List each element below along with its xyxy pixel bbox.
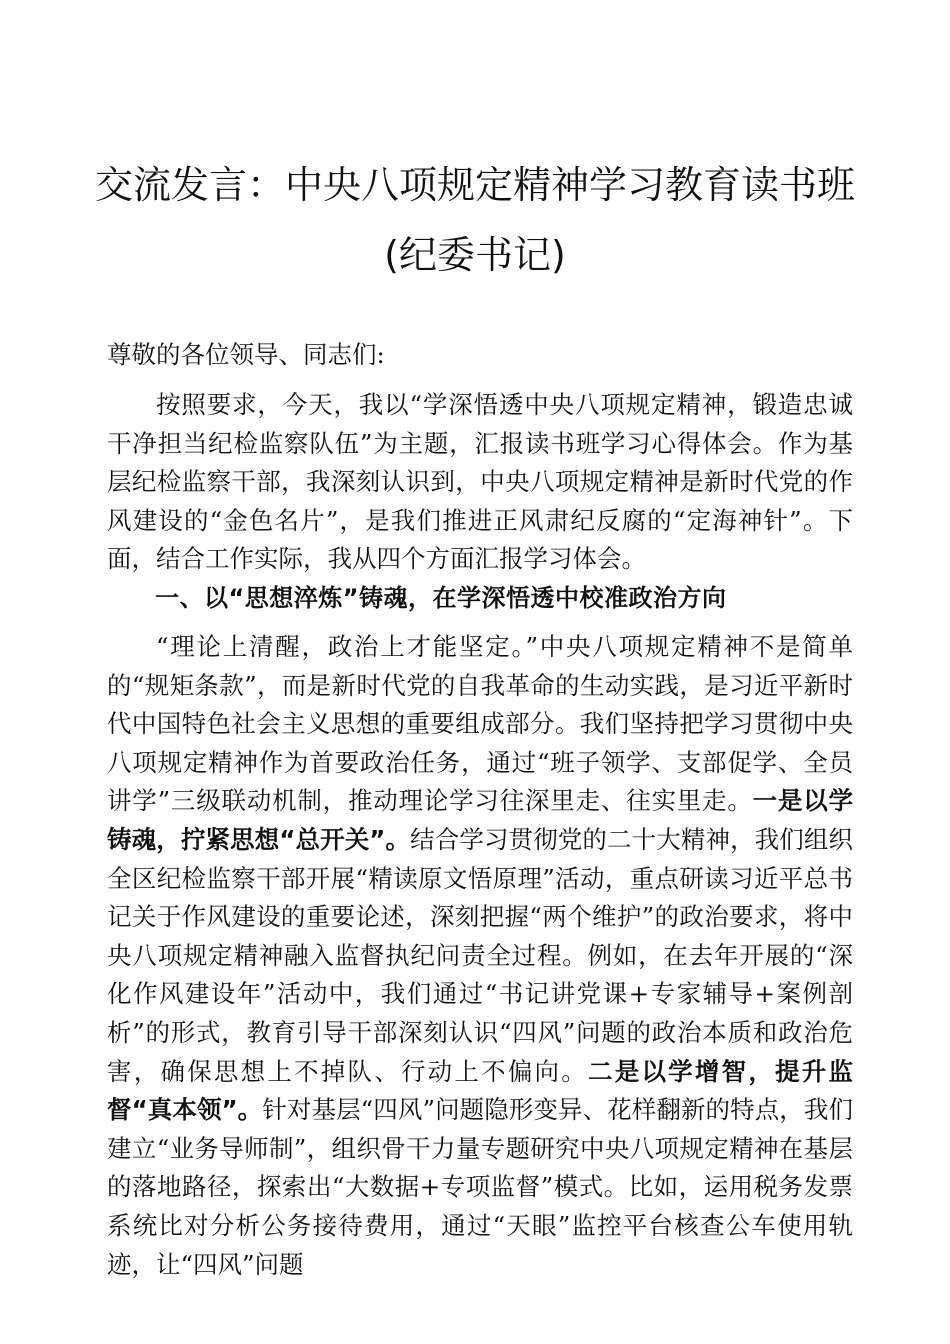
document-subtitle: (纪委书记) — [384, 233, 566, 277]
document-title: 交流发言：中央八项规定精神学习教育读书班 — [94, 163, 855, 207]
bold-point-1: 一是以学铸魂，拧紧思想“总开关”。 — [107, 786, 854, 854]
section-1-paragraph — [107, 628, 853, 1284]
paragraph-text: 结合学习贯彻党的二十大精神，我们组织全区纪检监察干部开展“精读原文悟原理”活动，重点研读习近平总书记关于作风建设的重要论述，深刻把握“两个维护”的政治要求，将中央八项规定精神融入监督执纪问责全过程。例如，在去年开展的“深化作风建设年”活动中，我们通过“书记讲党课+专家辅导+案例剖析”的形式，教育引导干部深刻认识“四风”问题的政治本质和政治危害，确保思想上不掉队、行动上不偏向。 — [107, 824, 854, 1086]
paragraph-text: “理论上清醒，政治上才能坚定。”中央八项规定精神不是简单的“规矩条款”，而是新时代党的自我革命的生动实践，是习近平新时代中国特色社会主义思想的重要组成部分。我们坚持把学习贯彻中央八项规定精神作为首要政治任务，通过“班子领学、支部促学、全员讲学”三级联动机制，推动理论学习往深里走、往实里走。 — [107, 632, 853, 816]
bold-point-2: 二是以学增智，提升监督“真本领”。 — [107, 1056, 853, 1125]
salutation: 尊敬的各位领导、同志们: — [107, 340, 385, 369]
intro-paragraph: 按照要求，今天，我以“学深悟透中央八项规定精神，锻造忠诚干净担当纪检监察队伍”为主题，汇报读书班学习心得体会。作为基层纪检监察干部，我深刻认识到，中央八项规定精神是新时代党的作风建设的“金色名片”，是我们推进正风肃纪反腐的“定海神针”。下面，结合工作实际，我从四个方面汇报学习体会。 — [107, 390, 853, 574]
section-heading-1: 一、以“思想淬炼”铸魂，在学深悟透中校准政治方向 — [155, 584, 727, 612]
paragraph-text: 针对基层“四风”问题隐形变异、花样翻新的特点，我们建立“业务导师制”，组织骨干力量专题研究中央八项规定精神在基层的落地路径，探索出“大数据+专项监督”模式。比如，运用税务发票系统比对分析公务接待费用，通过“天眼”监控平台核查公车使用轨迹，让“四风”问题 — [107, 1095, 853, 1279]
